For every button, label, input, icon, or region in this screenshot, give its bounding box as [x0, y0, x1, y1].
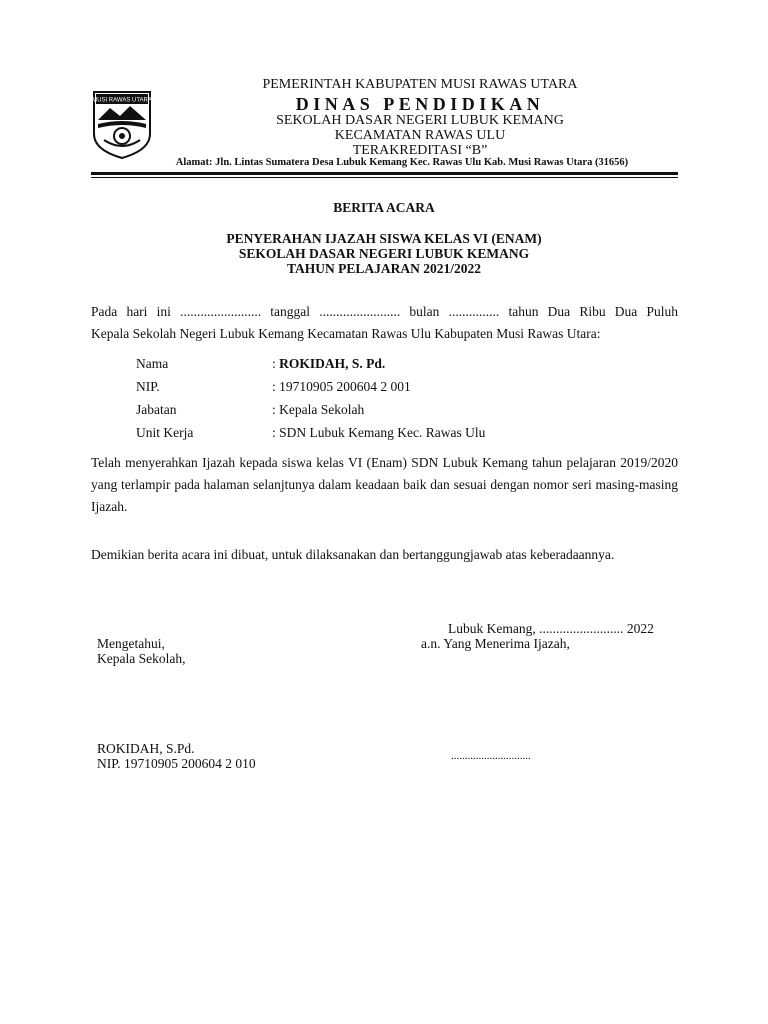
- document-subtitle-1: PENYERAHAN IJAZAH SISWA KELAS VI (ENAM): [226, 231, 542, 246]
- detail-value-nip: : 19710905 200604 2 001: [272, 379, 411, 394]
- detail-label-unit: Unit Kerja: [136, 425, 194, 440]
- detail-label-position: Jabatan: [136, 402, 177, 417]
- detail-label-nip: NIP.: [136, 379, 160, 394]
- header-divider-thin: [91, 177, 678, 178]
- principal-name: ROKIDAH, S.Pd.: [97, 741, 195, 756]
- header-district: KECAMATAN RAWAS ULU: [334, 128, 506, 143]
- opening-paragraph: [91, 301, 678, 345]
- detail-value-position: : Kepala Sekolah: [272, 402, 365, 417]
- header-department: DINAS PENDIDIKAN: [295, 94, 545, 114]
- principal-nip: NIP. 19710905 200604 2 010: [97, 756, 256, 771]
- logo-text: MUSI RAWAS UTARA: [92, 97, 152, 104]
- document-subtitle-2: SEKOLAH DASAR NEGERI LUBUK KEMANG: [238, 246, 530, 261]
- opening-line-1: Pada hari ini ........................ tanggal ........................ bulan ............... tahun Dua Ribu Dua Puluh: [91, 304, 678, 319]
- detail-label-name: Nama: [136, 356, 169, 371]
- header-address: Alamat: Jln. Lintas Sumatera Desa Lubuk Kemang Kec. Rawas Ulu Kab. Musi Rawas Utara (31656): [175, 157, 629, 168]
- header-accreditation: TERAKREDITASI “B”: [352, 143, 488, 158]
- document-subtitle-3: TAHUN PELAJARAN 2021/2022: [286, 261, 481, 276]
- handover-paragraph: Telah menyerahkan Ijazah kepada siswa kelas VI (Enam) SDN Lubuk Kemang tahun pelajaran 2019/2020 yang terlampir pada halaman selanjtunya dalam keadaan baik dan sesuai dengan nomor seri masing-masing Ijazah.: [91, 455, 678, 514]
- detail-value-unit: : SDN Lubuk Kemang Kec. Rawas Ulu: [272, 425, 486, 440]
- header-school: SEKOLAH DASAR NEGERI LUBUK KEMANG: [276, 113, 564, 128]
- detail-value-name: : ROKIDAH, S. Pd.: [272, 356, 386, 371]
- acknowledged-label: Mengetahui,: [97, 636, 165, 651]
- principal-title: Kepala Sekolah,: [97, 651, 186, 666]
- header-divider-thick: [91, 172, 678, 175]
- closing-paragraph: Demikian berita acara ini dibuat, untuk dilaksanakan dan bertanggungjawab atas keberadaannya.: [91, 547, 615, 562]
- place-date: Lubuk Kemang, ......................... 2022: [448, 621, 654, 636]
- document-title: BERITA ACARA: [333, 200, 435, 215]
- opening-line-2: Kepala Sekolah Negeri Lubuk Kemang Kecamatan Rawas Ulu Kabupaten Musi Rawas Utara:: [91, 326, 601, 341]
- recipient-label: a.n. Yang Menerima Ijazah,: [421, 636, 570, 651]
- header-government: PEMERINTAH KABUPATEN MUSI RAWAS UTARA: [262, 77, 578, 92]
- recipient-signature-line: .............................: [451, 750, 531, 762]
